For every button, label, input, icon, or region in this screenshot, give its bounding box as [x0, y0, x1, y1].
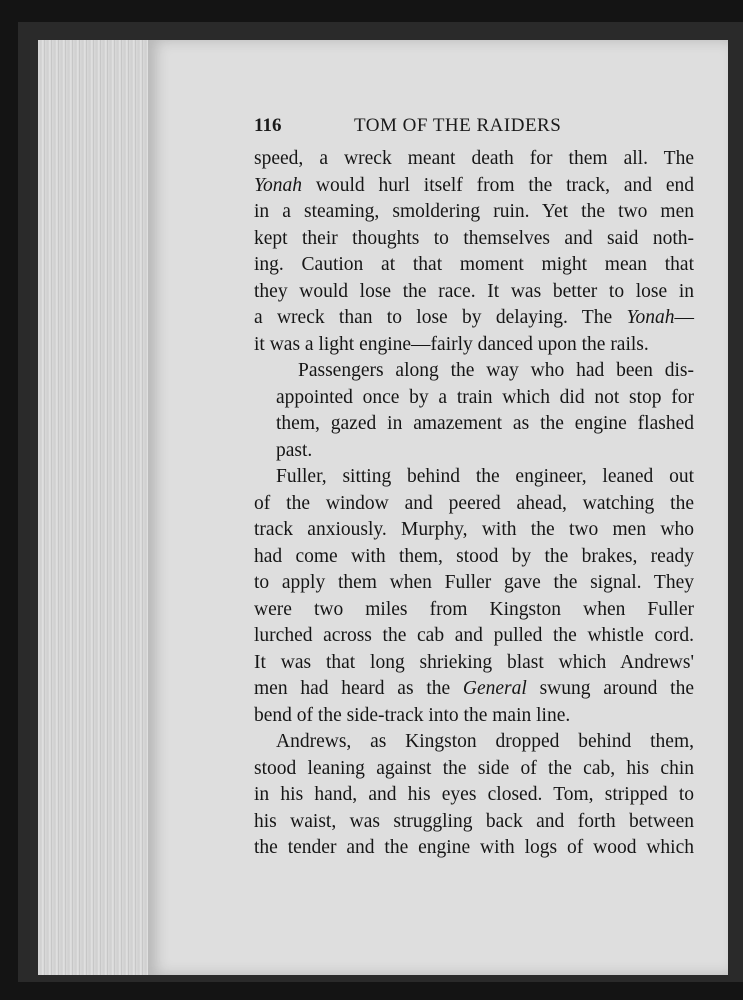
text-line: they would lose the race. It was better to lose in: [254, 280, 694, 302]
text-line: Passengers along the way who had been dis-: [298, 360, 694, 381]
text-line: Andrews, as Kingston dropped behind them,: [276, 731, 694, 752]
text-line: lurched across the cab and pulled the whistle cord.: [254, 625, 694, 646]
text-line: appointed once by a train which did not stop for: [276, 386, 694, 408]
text-line: Fuller, sitting behind the engineer, leaned out: [276, 466, 694, 487]
text-line: speed, a wreck meant death for them all. The: [254, 148, 694, 169]
text-line: past.: [276, 439, 313, 461]
text-line: were two miles from Kingston when Fuller: [254, 598, 694, 620]
paragraph: [254, 464, 694, 729]
paragraph: [254, 146, 694, 358]
body-text: [254, 146, 694, 862]
paragraph: [254, 729, 694, 862]
text-line: had come with them, stood by the brakes, ready: [254, 545, 694, 567]
text-line: It was that long shrieking blast which Andrews': [254, 651, 694, 673]
text-line: it was a light engine—fairly danced upon the rails.: [254, 333, 649, 355]
text-line: ing. Caution at that moment might mean that: [254, 254, 694, 275]
text-line: of the window and peered ahead, watching the: [254, 492, 694, 514]
text-line: Yonah would hurl itself from the track, and end: [254, 174, 694, 196]
text-line: the tender and the engine with logs of wood which: [254, 837, 694, 858]
text-line: to apply them when Fuller gave the signal. They: [254, 572, 694, 593]
text-line: stood leaning against the side of the cab, his chin: [254, 757, 694, 779]
text-line: his waist, was struggling back and forth between: [254, 810, 694, 832]
text-line: in his hand, and his eyes closed. Tom, stripped to: [254, 784, 694, 805]
running-title: TOM OF THE RAIDERS: [354, 115, 562, 136]
page-number: 116: [254, 115, 282, 136]
text-line: men had heard as the General swung around the: [254, 678, 694, 699]
text-line: in a steaming, smoldering ruin. Yet the two men: [254, 201, 694, 222]
paragraph: [254, 358, 694, 464]
page-edges: [38, 40, 151, 975]
text-line: bend of the side-track into the main line.: [254, 704, 571, 726]
text-line: kept their thoughts to themselves and said noth-: [254, 227, 694, 249]
page-header: [254, 115, 694, 141]
text-line: them, gazed in amazement as the engine flashed: [276, 413, 694, 434]
text-line: track anxiously. Murphy, with the two men who: [254, 519, 694, 540]
text-line: a wreck than to lose by delaying. The Yonah—: [254, 307, 694, 328]
